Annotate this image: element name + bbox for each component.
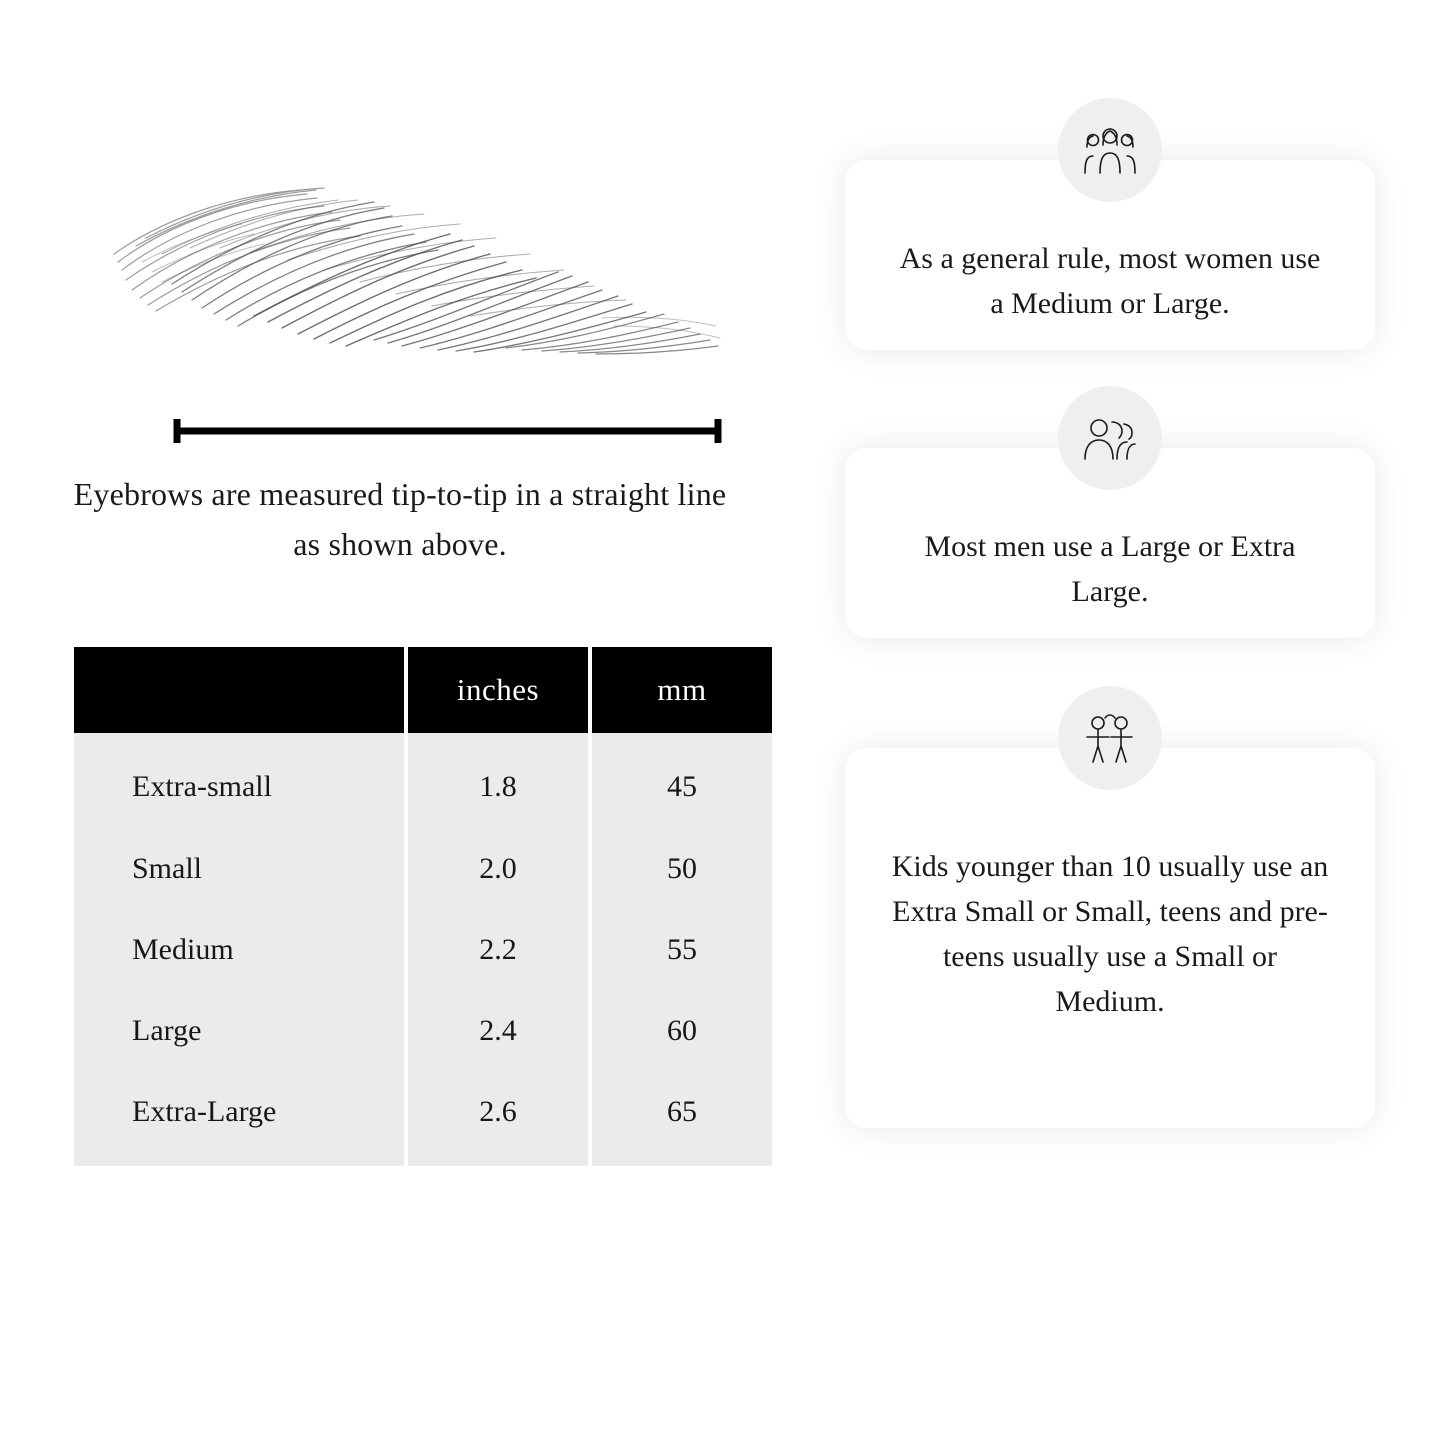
cell-size: Large [74,990,404,1071]
column-header-inches: inches [408,647,588,733]
table-row [74,828,772,909]
note-text: As a general rule, most women use a Medium or Large. [899,242,1321,320]
cell-size: Extra-small [74,733,404,828]
left-column [70,150,770,1166]
column-header-size [74,647,404,733]
cell-inches: 1.8 [408,733,588,828]
kids-group-icon [1058,686,1162,790]
note-card-men [845,448,1375,638]
size-chart-table [70,647,776,1166]
note-text: Most men use a Large or Extra Large. [924,530,1296,608]
cell-inches: 2.4 [408,990,588,1071]
table-row [74,1071,772,1166]
men-group-icon [1058,386,1162,490]
table-header [74,647,772,733]
cell-mm: 55 [592,909,772,990]
figure-caption: Eyebrows are measured tip-to-tip in a straight line as shown above. [73,476,727,562]
column-header-mm: mm [592,647,772,733]
table-body [74,733,772,1166]
cell-mm: 65 [592,1071,772,1166]
women-group-icon [1058,98,1162,202]
notes-column [845,160,1375,1226]
note-text: Kids younger than 10 usually use an Extra Small or Small, teens and pre-teens usually use a Small or Medium. [891,850,1329,1018]
cell-size: Extra-Large [74,1071,404,1166]
table-row [74,909,772,990]
note-card-kids [845,748,1375,1128]
cell-mm: 45 [592,733,772,828]
table-row [74,990,772,1071]
eyebrow-figure [102,150,742,450]
cell-inches: 2.0 [408,828,588,909]
table-header-row [74,647,772,733]
note-card-women [845,160,1375,350]
cell-size: Small [74,828,404,909]
table-row [74,733,772,828]
cell-size: Medium [74,909,404,990]
cell-mm: 50 [592,828,772,909]
cell-inches: 2.6 [408,1071,588,1166]
cell-inches: 2.2 [408,909,588,990]
measurement-line-icon [172,418,723,444]
eyebrow-illustration [102,150,742,380]
cell-mm: 60 [592,990,772,1071]
